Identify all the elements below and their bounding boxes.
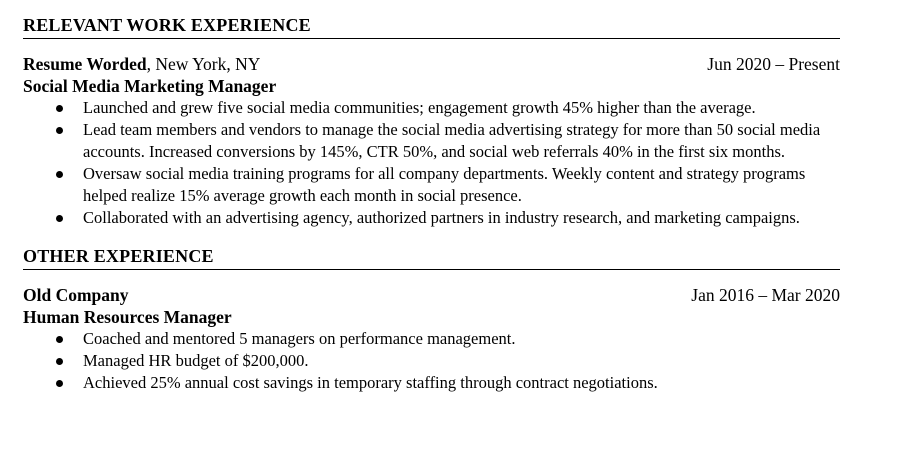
list-item xyxy=(23,372,840,394)
list-item xyxy=(23,350,840,372)
company-location: , New York, NY xyxy=(146,54,261,74)
bullet-text: Collaborated with an advertising agency, authorized partners in industry research, and marketing campaigns. xyxy=(83,208,800,227)
section-heading: RELEVANT WORK EXPERIENCE xyxy=(23,12,840,39)
list-item xyxy=(23,97,840,119)
resume-page xyxy=(23,12,840,394)
bullet-icon xyxy=(56,127,63,134)
bullet-text: Coached and mentored 5 managers on performance management. xyxy=(83,329,516,348)
job-dates: Jan 2016 – Mar 2020 xyxy=(691,285,840,305)
bullet-icon xyxy=(56,380,63,387)
job-header xyxy=(23,284,840,306)
bullet-text: Managed HR budget of $200,000. xyxy=(83,351,309,370)
company-name: Old Company xyxy=(23,285,129,305)
bullet-icon xyxy=(56,105,63,112)
employer xyxy=(23,53,260,75)
bullet-text: Lead team members and vendors to manage the social media advertising strategy for more than 50 social media accounts. Increased conversions by 145%, CTR 50%, and social web referrals 40% in the first six months. xyxy=(83,120,821,161)
list-item xyxy=(23,328,840,350)
bullet-icon xyxy=(56,336,63,343)
bullet-text: Oversaw social media training programs for all company departments. Weekly content and strategy programs helped realize 15% average growth each month in social presence. xyxy=(83,164,806,205)
section-relevant-work-experience xyxy=(23,12,840,229)
list-item xyxy=(23,119,840,163)
bullet-icon xyxy=(56,358,63,365)
list-item xyxy=(23,207,840,229)
list-item xyxy=(23,163,840,207)
bullet-icon xyxy=(56,215,63,222)
achievement-list xyxy=(23,97,840,229)
job-header xyxy=(23,53,840,75)
bullet-text: Achieved 25% annual cost savings in temporary staffing through contract negotiations. xyxy=(83,373,658,392)
bullet-icon xyxy=(56,171,63,178)
section-heading: OTHER EXPERIENCE xyxy=(23,243,840,270)
job-title: Human Resources Manager xyxy=(23,307,232,327)
company-name: Resume Worded xyxy=(23,54,147,74)
bullet-text: Launched and grew five social media communities; engagement growth 45% higher than the average. xyxy=(83,98,756,117)
achievement-list xyxy=(23,328,840,394)
section-other-experience xyxy=(23,243,840,394)
job-dates: Jun 2020 – Present xyxy=(707,54,840,74)
job-title: Social Media Marketing Manager xyxy=(23,76,277,96)
employer xyxy=(23,284,129,306)
